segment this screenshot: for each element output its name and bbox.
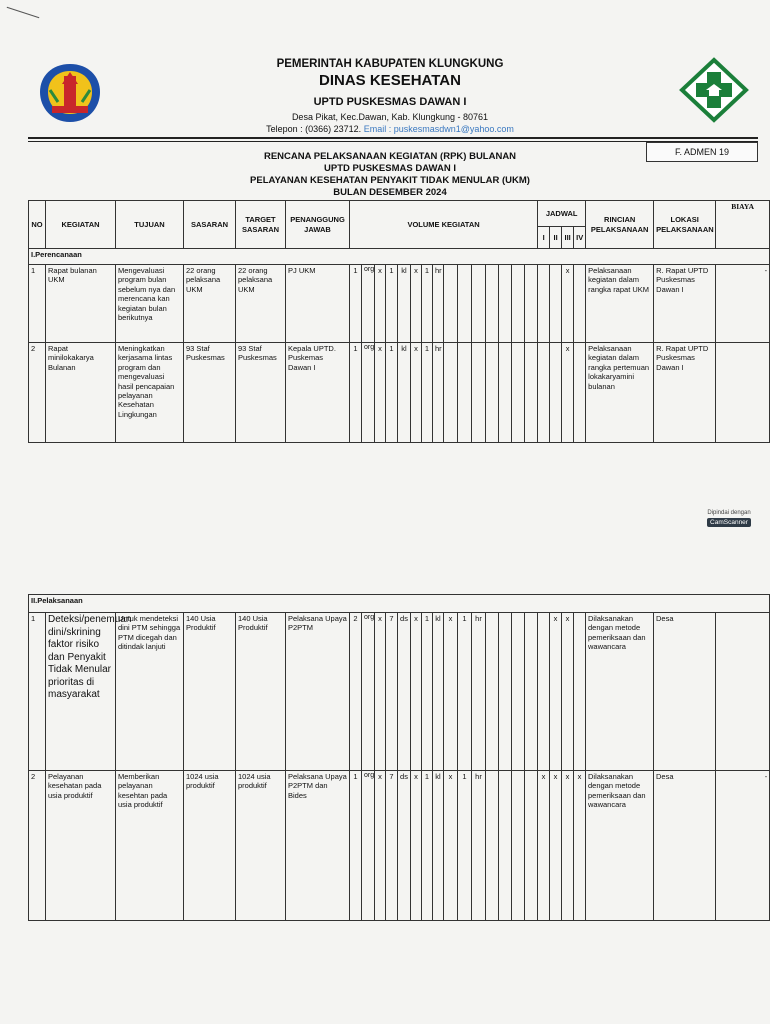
cell-vol: x [444,613,458,771]
col-target: TARGET SASARAN [236,201,286,249]
cell-vol: 1 [350,771,362,921]
cell-vol: x [375,265,386,343]
camscanner-watermark [698,510,760,532]
cell-biaya [716,343,770,443]
cell-rincian: Pelaksanaan kegiatan dalam rangka rapat UKM [586,265,654,343]
form-code-box: F. ADMEN 19 [646,142,758,162]
klungkung-crest-logo [38,62,102,124]
cell-week-4: x [574,771,586,921]
doc-subtitle-service: PELAYANAN KESEHATAN PENYAKIT TIDAK MENULAR (UKM) [250,175,530,186]
cell-vol-empty [444,343,458,443]
cell-vol-empty [486,771,499,921]
cell-vol: 1 [422,265,433,343]
cell-lokasi: Desa [654,771,716,921]
cell-target: 1024 usia produktif [236,771,286,921]
table-row [29,613,770,771]
cell-vol-empty [486,343,499,443]
cell-vol: x [411,613,422,771]
cell-vol: x [411,771,422,921]
scan-pen-mark [7,7,40,18]
cell-vol-empty [486,265,499,343]
cell-sasaran: 1024 usia produktif [184,771,236,921]
cell-vol-empty [458,343,472,443]
cell-tujuan: Memberikan pelayanan kesehtan pada usia produktif [116,771,184,921]
cell-vol-empty [512,613,525,771]
cell-vol: 1 [458,771,472,921]
cell-week-2: x [550,613,562,771]
section-row [29,595,770,613]
cell-pj: Pelaksana Upaya P2PTM dan Bides [286,771,350,921]
cell-tujuan: Mengevaluasi program bulan sebelum nya dan merencana kan kegiatan bulan berikutnya [116,265,184,343]
scanner-badge: CamScanner [707,518,751,527]
col-volume: VOLUME KEGIATAN [350,201,538,249]
cell-vol: 1 [350,265,362,343]
section-title-pelaksanaan: II.Pelaksanaan [29,595,770,613]
col-kegiatan: KEGIATAN [46,201,116,249]
cell-vol: 1 [386,343,398,443]
cell-target: 93 Staf Puskesmas [236,343,286,443]
cell-vol: org [362,771,375,921]
cell-no: 1 [29,613,46,771]
cell-vol-empty [499,613,512,771]
cell-vol: kl [433,613,444,771]
cell-vol: 7 [386,613,398,771]
cell-biaya [716,613,770,771]
cell-vol: x [375,613,386,771]
rpk-table-pelaksanaan [28,594,770,921]
table-row [29,771,770,921]
scanner-caption: Dipindai dengan [707,510,751,516]
cell-vol: hr [433,343,444,443]
rpk-table-perencanaan [28,200,770,443]
cell-rincian: Pelaksanaan kegiatan dalam rangka pertemuan lokakaryamini bulanan [586,343,654,443]
cell-vol: org [362,613,375,771]
cell-week-2: x [550,771,562,921]
cell-vol: hr [472,613,486,771]
cell-vol-empty [499,265,512,343]
cell-vol-empty [458,265,472,343]
cell-vol-empty [472,265,486,343]
cell-vol: 1 [422,771,433,921]
cell-vol-empty [499,771,512,921]
cell-week-1 [538,265,550,343]
cell-vol: ds [398,771,411,921]
cell-vol: org [362,265,375,343]
cell-pj: PJ UKM [286,265,350,343]
cell-kegiatan: Rapat bulanan UKM [46,265,116,343]
cell-sasaran: 93 Staf Puskesmas [184,343,236,443]
col-week-3: III [562,227,574,249]
cell-vol: hr [433,265,444,343]
col-rincian: RINCIAN PELAKSANAAN [586,201,654,249]
cell-no: 1 [29,265,46,343]
cell-vol-empty [525,771,538,921]
section-row [29,249,770,265]
cell-rincian: Dilaksanakan dengan metode pemeriksaan dan wawancara [586,613,654,771]
col-week-2: II [550,227,562,249]
cell-vol-empty [499,343,512,443]
col-lokasi: LOKASI PELAKSANAAN [654,201,716,249]
cell-week-3: x [562,265,574,343]
header-rule-thick [28,137,758,139]
cell-week-2 [550,343,562,443]
col-tujuan: TUJUAN [116,201,184,249]
cell-week-3: x [562,343,574,443]
cell-week-1 [538,343,550,443]
cell-vol-empty [525,343,538,443]
cell-lokasi: Desa [654,613,716,771]
puskesmas-cross-logo [680,58,748,122]
header-phone: Telepon : (0366) 23712. [266,124,362,134]
cell-week-3: x [562,771,574,921]
header-contact [120,124,660,134]
cell-vol-empty [512,343,525,443]
cell-target: 140 Usia Produktif [236,613,286,771]
col-pj: PENANGGUNG JAWAB [286,201,350,249]
cell-vol: ds [398,613,411,771]
col-biaya: BIAYA [716,201,770,249]
cell-vol-empty [472,343,486,443]
cell-sasaran: 140 Usia Produktif [184,613,236,771]
col-no: NO [29,201,46,249]
cell-no: 2 [29,343,46,443]
cell-vol: kl [433,771,444,921]
cell-vol: 1 [386,265,398,343]
cell-week-3: x [562,613,574,771]
cell-no: 2 [29,771,46,921]
cell-biaya: - [716,265,770,343]
cell-pj: Pelaksana Upaya P2PTM [286,613,350,771]
cell-vol-empty [486,613,499,771]
cell-vol-empty [525,265,538,343]
cell-vol: 2 [350,613,362,771]
table-row [29,265,770,343]
cell-vol: x [411,265,422,343]
cell-vol-empty [512,771,525,921]
doc-title: RENCANA PELAKSANAAN KEGIATAN (RPK) BULANAN [263,151,517,162]
cell-week-4 [574,265,586,343]
cell-kegiatan: Rapat minilokakarya Bulanan [46,343,116,443]
cell-week-1 [538,613,550,771]
cell-rincian: Dilaksanakan dengan metode pemeriksaan dan wawancara [586,771,654,921]
cell-biaya: - [716,771,770,921]
cell-vol: kl [398,343,411,443]
header-government: PEMERINTAH KABUPATEN KLUNGKUNG [276,58,504,70]
cell-kegiatan: Pelayanan kesehatan pada usia produktif [46,771,116,921]
header-email: Email : puskesmasdwn1@yahoo.com [363,124,514,134]
cell-kegiatan: Deteksi/penemuan dini/skrining faktor risiko dan Penyakit Tidak Menular prioritas di masyarakat [46,613,116,771]
table-row [29,343,770,443]
col-week-4: IV [574,227,586,249]
col-sasaran: SASARAN [184,201,236,249]
doc-subtitle-period: BULAN DESEMBER 2024 [333,187,447,198]
cell-vol: hr [472,771,486,921]
cell-lokasi: R. Rapat UPTD Puskesmas Dawan I [654,265,716,343]
col-week-1: I [538,227,550,249]
cell-vol: 1 [422,343,433,443]
cell-vol: 7 [386,771,398,921]
cell-vol-empty [444,265,458,343]
cell-vol-empty [512,265,525,343]
cell-pj: Kepala UPTD. Puskemas Dawan I [286,343,350,443]
cell-tujuan: Meningkatkan kerjasama lintas program dan mengevaluasi hasil pencapaian pelayanan Kesehatan Lingkungan [116,343,184,443]
header-unit: UPTD PUSKESMAS DAWAN I [313,96,467,108]
header-address: Desa Pikat, Kec.Dawan, Kab. Klungkung - 80761 [291,112,489,122]
cell-vol: org [362,343,375,443]
table-header-row [29,201,770,227]
cell-vol: 1 [458,613,472,771]
cell-week-1: x [538,771,550,921]
cell-vol: 1 [350,343,362,443]
cell-vol: x [375,343,386,443]
cell-vol: kl [398,265,411,343]
cell-vol-empty [525,613,538,771]
cell-vol: 1 [422,613,433,771]
doc-subtitle-unit: UPTD PUSKESMAS DAWAN I [324,163,456,174]
cell-tujuan: Untuk mendeteksi dini PTM sehingga PTM dicegah dan ditindak lanjuti [116,613,184,771]
col-jadwal: JADWAL [538,201,586,227]
cell-week-2 [550,265,562,343]
cell-lokasi: R. Rapat UPTD Puskesmas Dawan I [654,343,716,443]
cell-week-4 [574,343,586,443]
cell-sasaran: 22 orang pelaksana UKM [184,265,236,343]
cell-week-4 [574,613,586,771]
cell-target: 22 orang pelaksana UKM [236,265,286,343]
cell-vol: x [444,771,458,921]
section-title-perencanaan: I.Perencanaan [29,249,770,265]
header-department: DINAS KESEHATAN [319,72,461,89]
cell-vol: x [411,343,422,443]
cell-vol: x [375,771,386,921]
